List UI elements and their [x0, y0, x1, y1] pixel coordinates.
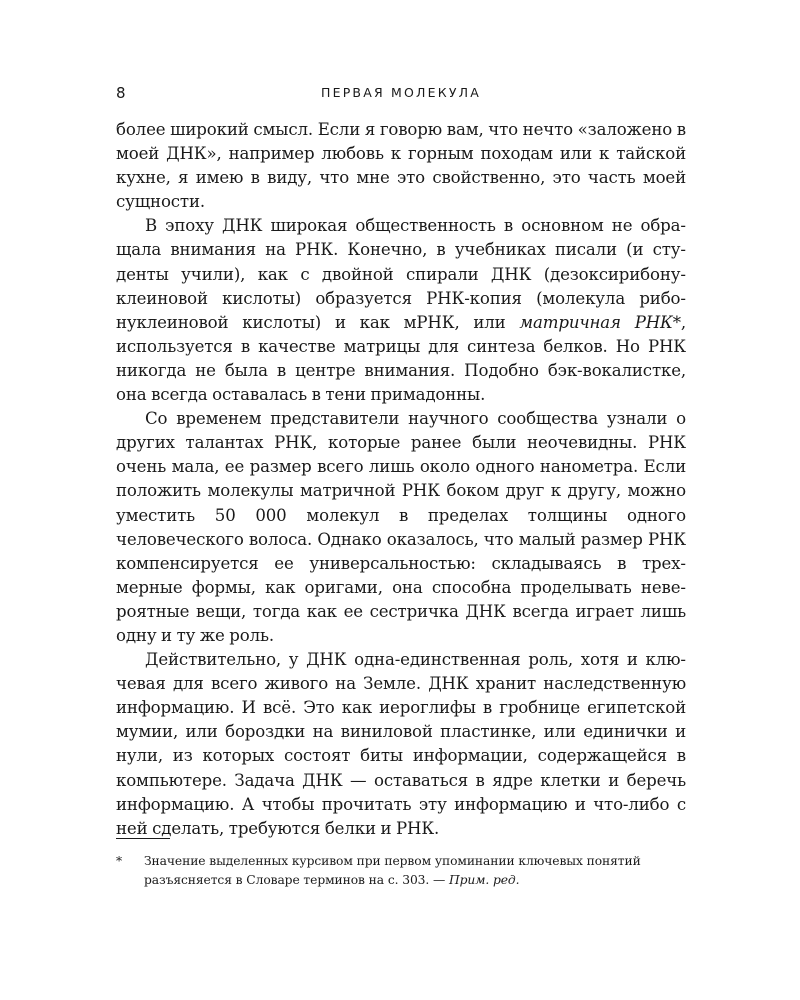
page-number: 8 [116, 84, 127, 102]
footnote-divider [116, 838, 170, 839]
paragraph-2 [116, 214, 686, 407]
footnote-text [144, 852, 688, 889]
body-text [116, 118, 686, 841]
paragraph-4: Действительно, у ДНК одна-единственная роль, хотя и ключевая для всего живого на Земле. ДНК хранит наследственную информацию. И всё. Это как иероглифы в гробнице египетской мумии, или бороздки на виниловой пластинке, или единички и нули, из которых состоят биты информации, содержащейся в компьютере. Задача ДНК — оставаться в ядре клетки и беречь информацию. А чтобы прочитать эту информацию и что-либо с ней сделать, требуются белки и РНК. [116, 650, 686, 838]
paragraph-1: более широкий смысл. Если я говорю вам, что нечто «заложено в моей ДНК», например любовь к горным походам или к тайской кухне, я имею в виду, что мне это свойственно, это часть моей сущности. [116, 120, 686, 212]
running-title: ПЕРВАЯ МОЛЕКУЛА [321, 85, 481, 100]
paragraph-3: Со временем представители научного сообщества узнали о других талантах РНК, которые ранее были неочевидны. РНК очень мала, ее размер всего лишь около одного нанометра. Если положить молекулы матричной РНК боком друг к другу, можно уместить 50 000 молекул в пределах толщины одного человеческого волоса. Однако оказалось, что малый размер РНК компенсируется ее универсальностью: складываясь в трехмерные формы, как оригами, она способна проделывать невероятные вещи, тогда как ее сестричка ДНК всегда играет лишь одну и ту же роль. [116, 409, 686, 645]
running-head [116, 84, 686, 104]
paragraph-2-text-end: , используется в качестве матрицы для синтеза белков. Но РНК никогда не была в центре внимания. Подобно бэк-вокалистке, она всегда оставалась в тени примадонны. [116, 312, 686, 405]
footnote-editor-note: Прим. ред. [449, 872, 520, 887]
footnote-marker: * [116, 854, 123, 868]
footnote-text-main: Значение выделенных курсивом при первом упоминании ключевых понятий разъясняется в Словаре терминов на с. 303. — [144, 854, 641, 887]
paragraph-2-text-start: В эпоху ДНК широкая общественность в основном не обращала внимания на РНК. Конечно, в учебниках писали (и студенты учили), как с двойной спирали ДНК (дезоксирибонуклеиновой кислоты) образуется РНК-копия (молекула рибонуклеиновой кислоты) и как мРНК, или [116, 216, 686, 332]
footnote [116, 852, 688, 889]
term-mrna-italic: матричная РНК* [519, 312, 681, 332]
